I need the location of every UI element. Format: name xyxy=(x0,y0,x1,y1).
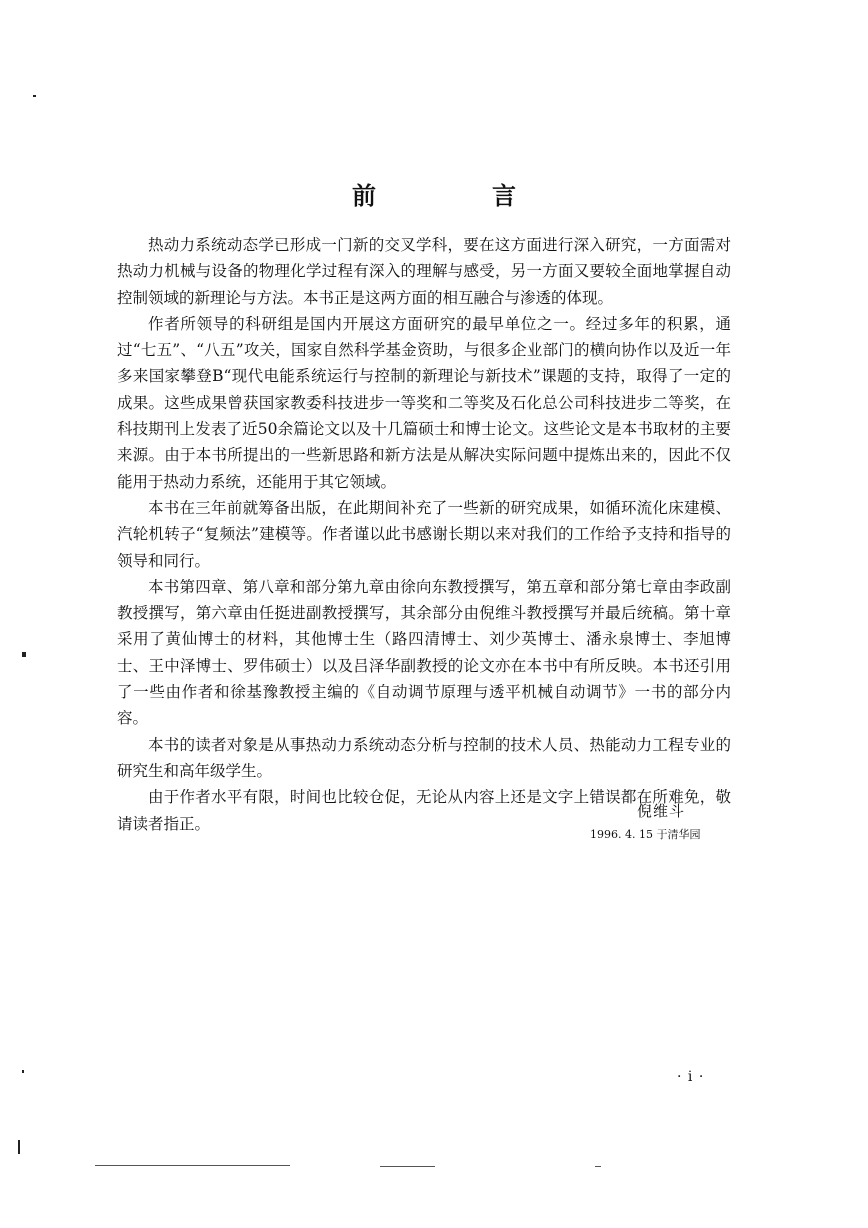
date-place: 1996. 4. 15 于清华园 xyxy=(590,828,701,841)
scan-speck xyxy=(33,95,36,97)
preface-body xyxy=(117,232,731,837)
scan-speck xyxy=(22,1070,24,1073)
page-number: · i · xyxy=(677,1069,705,1085)
scan-line xyxy=(380,1166,435,1167)
paragraph: 热动力系统动态学已形成一门新的交叉学科，要在这方面进行深入研究，一方面需对热动力机械与设备的物理化学过程有深入的理解与感受，另一方面又要较全面地掌握自动控制领域的新理论与方法。本书正是这两方面的相互融合与渗透的体现。 xyxy=(117,236,731,307)
paragraph: 作者所领导的科研组是国内开展这方面研究的最早单位之一。经过多年的积累，通过“七五”、“八五”攻关，国家自然科学基金资助，与很多企业部门的横向协作以及近一年多来国家攀登B“现代电能系统运行与控制的新理论与新技术”课题的支持，取得了一定的成果。这些成果曾获国家教委科技进步一等奖和二等奖及石化总公司科技进步二等奖，在科技期刊上发表了近50余篇论文以及十几篇硕士和博士论文。这些论文是本书取材的主要来源。由于本书所提出的一些新思路和新方法是从解决实际问题中提炼出来的，因此不仅能用于热动力系统，还能用于其它领域。 xyxy=(117,314,731,491)
paragraph: 本书在三年前就筹备出版，在此期间补充了一些新的研究成果，如循环流化床建模、汽轮机转子“复频法”建模等。作者谨以此书感谢长期以来对我们的工作给予支持和指导的领导和同行。 xyxy=(117,498,731,570)
scan-line xyxy=(95,1165,290,1166)
paragraph: 由于作者水平有限，时间也比较仓促，无论从内容上还是文字上错误都在所难免，敬请读者指正。 xyxy=(117,788,731,833)
scan-line xyxy=(595,1166,601,1167)
page-title: 前 言 xyxy=(352,181,562,210)
author-signature: 倪维斗 xyxy=(637,802,686,820)
paragraph: 本书的读者对象是从事热动力系统动态分析与控制的技术人员、热能动力工程专业的研究生和高年级学生。 xyxy=(117,735,731,780)
scan-speck xyxy=(18,1140,20,1154)
paragraph: 本书第四章、第八章和部分第九章由徐向东教授撰写，第五章和部分第七章由李政副教授撰写，第六章由任挺进副教授撰写，其余部分由倪维斗教授撰写并最后统稿。第十章采用了黄仙博士的材料，其他博士生（路四清博士、刘少英博士、潘永泉博士、李旭博士、王中泽博士、罗伟硕士）以及吕泽华副教授的论文亦在本书中有所反映。本书还引用了一些由作者和徐基豫教授主编的《自动调节原理与透平机械自动调节》一书的部分内容。 xyxy=(117,577,731,728)
scan-speck xyxy=(22,652,26,657)
